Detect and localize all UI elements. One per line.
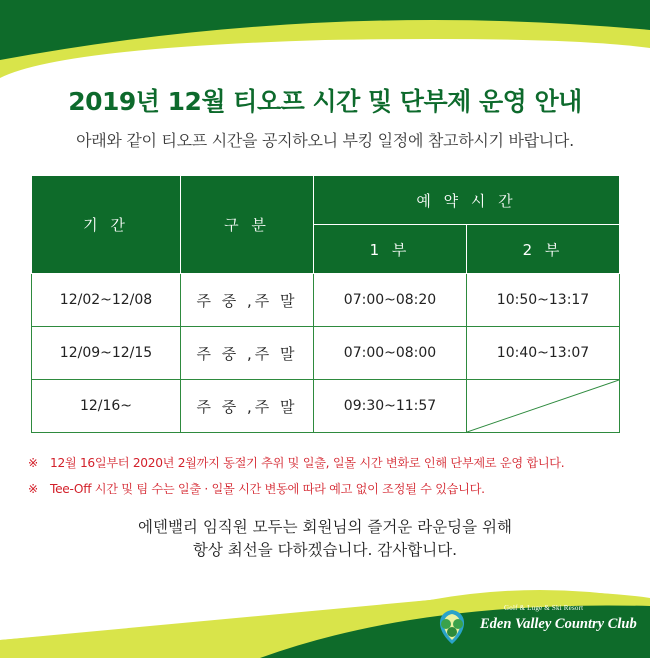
eden-valley-logo [432,604,642,650]
note-item [28,450,638,476]
reference-mark-icon: ※ [28,456,38,470]
note-text: 12월 16일부터 2020년 2월까지 동절기 추위 및 일출, 일몰 시간 변화로 인해 단부제로 운영 합니다. [50,456,565,470]
cell-part1: 09:30~11:57 [314,380,467,433]
cell-part2: 10:40~13:07 [467,327,620,380]
cell-type: 주 중 ,주 말 [181,327,314,380]
cell-period: 12/16~ [32,380,181,433]
page-subtitle: 아래와 같이 티오프 시간을 공지하오니 부킹 일정에 참고하시기 바랍니다. [76,131,574,150]
header-reservation-time: 예 약 시 간 [314,176,620,225]
logo-name: Eden Valley Country Club [480,616,637,632]
table-row [32,380,620,433]
logo-tagline: Golf & Luge & Ski Resort [504,604,584,612]
header-type: 구 분 [181,176,314,274]
cell-part2-empty [467,380,620,433]
tee-time-table [31,175,620,433]
note-text: Tee-Off 시간 및 팀 수는 일출 · 일몰 시간 변동에 따라 예고 없이 조정될 수 있습니다. [50,482,485,496]
cell-type: 주 중 ,주 말 [181,380,314,433]
cell-type: 주 중 ,주 말 [181,274,314,327]
cell-part2: 10:50~13:17 [467,274,620,327]
note-item [28,476,638,502]
closing-line-2: 항상 최선을 다하겠습니다. 감사합니다. [192,541,458,559]
closing-line-1: 에덴밸리 임직원 모두는 회원님의 즐거운 라운딩을 위해 [138,518,512,536]
header-part1: 1 부 [314,225,467,274]
cell-period: 12/02~12/08 [32,274,181,327]
page-title: 2019년 12월 티오프 시간 및 단부제 운영 안내 [68,87,582,116]
cell-part1: 07:00~08:20 [314,274,467,327]
eden-valley-emblem-icon [432,608,472,646]
reference-mark-icon: ※ [28,482,38,496]
header-part2: 2 부 [467,225,620,274]
table-row [32,274,620,327]
header-period: 기 간 [32,176,181,274]
closing-message [0,516,650,562]
cell-period: 12/09~12/15 [32,327,181,380]
diagonal-slash [467,380,619,432]
table-row [32,327,620,380]
cell-part1: 07:00~08:00 [314,327,467,380]
notes [28,450,638,502]
